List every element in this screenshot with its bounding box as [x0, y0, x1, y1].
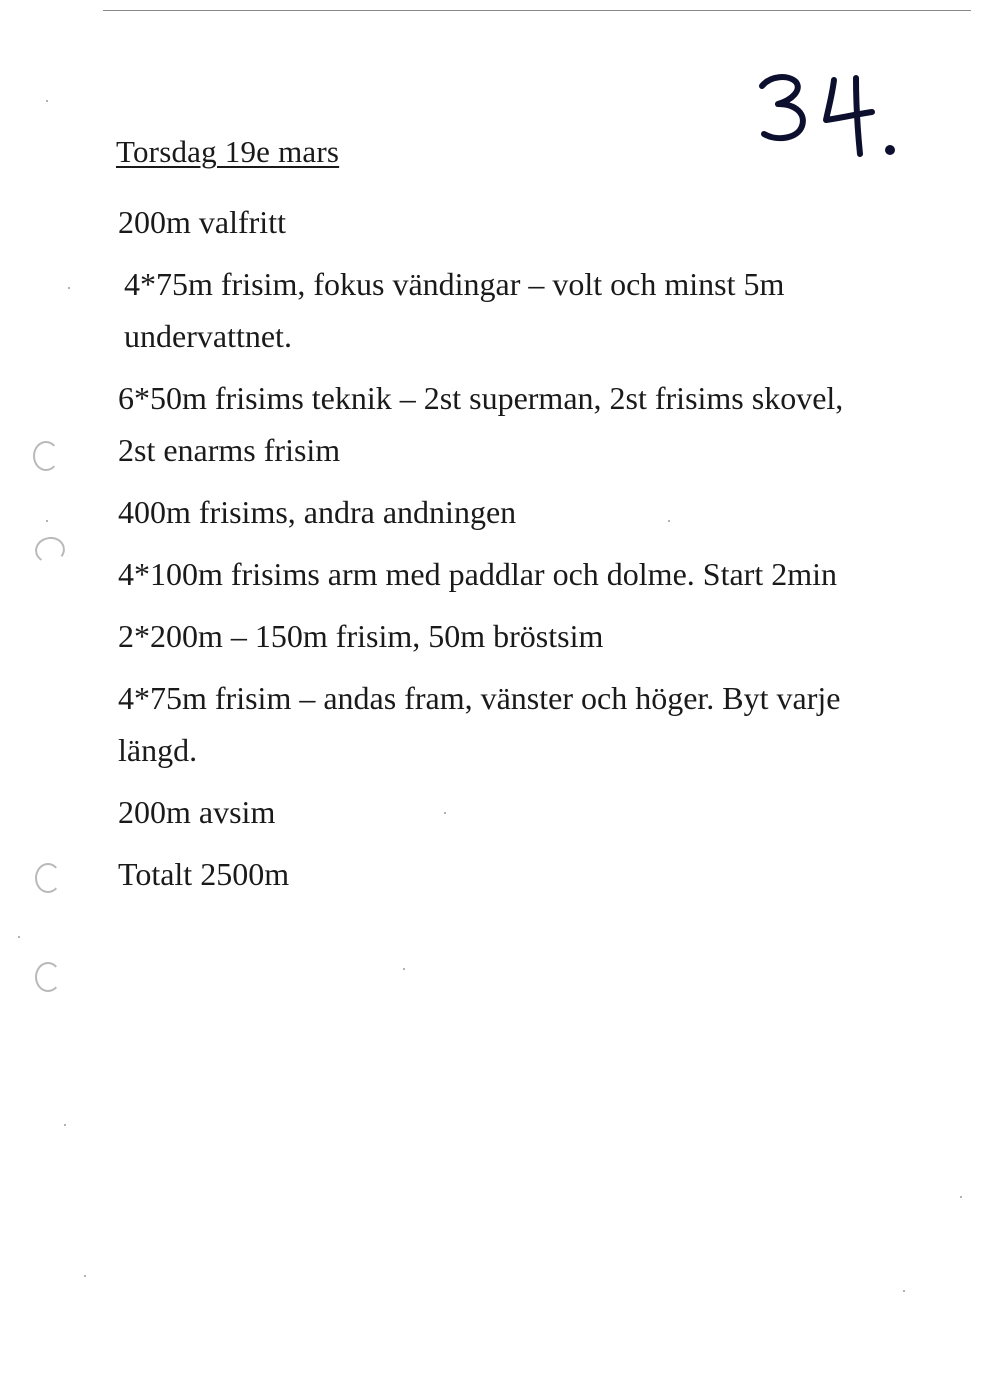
- workout-item-warmup: 200m valfritt: [118, 204, 286, 240]
- scan-speck: [18, 936, 20, 938]
- binder-punch-holes: [0, 0, 100, 1375]
- scan-speck: [668, 520, 670, 522]
- punch-hole: [33, 535, 67, 566]
- workout-item-technique: 6*50m frisims teknik – 2st superman, 2st frisims skovel, 2st enarms frisim: [118, 380, 844, 468]
- workout-item-400m: 400m frisims, andra andningen: [118, 494, 517, 530]
- punch-hole: [33, 441, 59, 471]
- workout-item-cooldown: 200m avsim: [118, 794, 276, 830]
- scan-speck: [444, 812, 446, 814]
- scan-speck: [46, 520, 48, 522]
- scan-top-edge: [103, 10, 971, 11]
- workout-total: Totalt 2500m: [118, 856, 290, 892]
- workout-list: [118, 196, 878, 910]
- page-title: Torsdag 19e mars: [116, 134, 340, 169]
- punch-hole: [35, 863, 61, 893]
- handwritten-page-number: [748, 68, 908, 168]
- scan-speck: [403, 968, 405, 970]
- punch-hole: [35, 962, 61, 992]
- scan-speck: [68, 287, 70, 289]
- scan-speck: [903, 1290, 905, 1292]
- scan-speck: [64, 1124, 66, 1126]
- scan-speck: [84, 1275, 86, 1277]
- workout-item-breathing: 4*75m frisim – andas fram, vänster och höger. Byt varje längd.: [118, 680, 841, 768]
- scan-speck: [46, 100, 48, 102]
- workout-item-paddles: 4*100m frisims arm med paddlar och dolme. Start 2min: [118, 556, 837, 592]
- scan-speck: [960, 1196, 962, 1198]
- workout-item-2x200: 2*200m – 150m frisim, 50m bröstsim: [118, 618, 604, 654]
- workout-item-turns: 4*75m frisim, fokus vändingar – volt och minst 5m undervattnet.: [124, 266, 785, 354]
